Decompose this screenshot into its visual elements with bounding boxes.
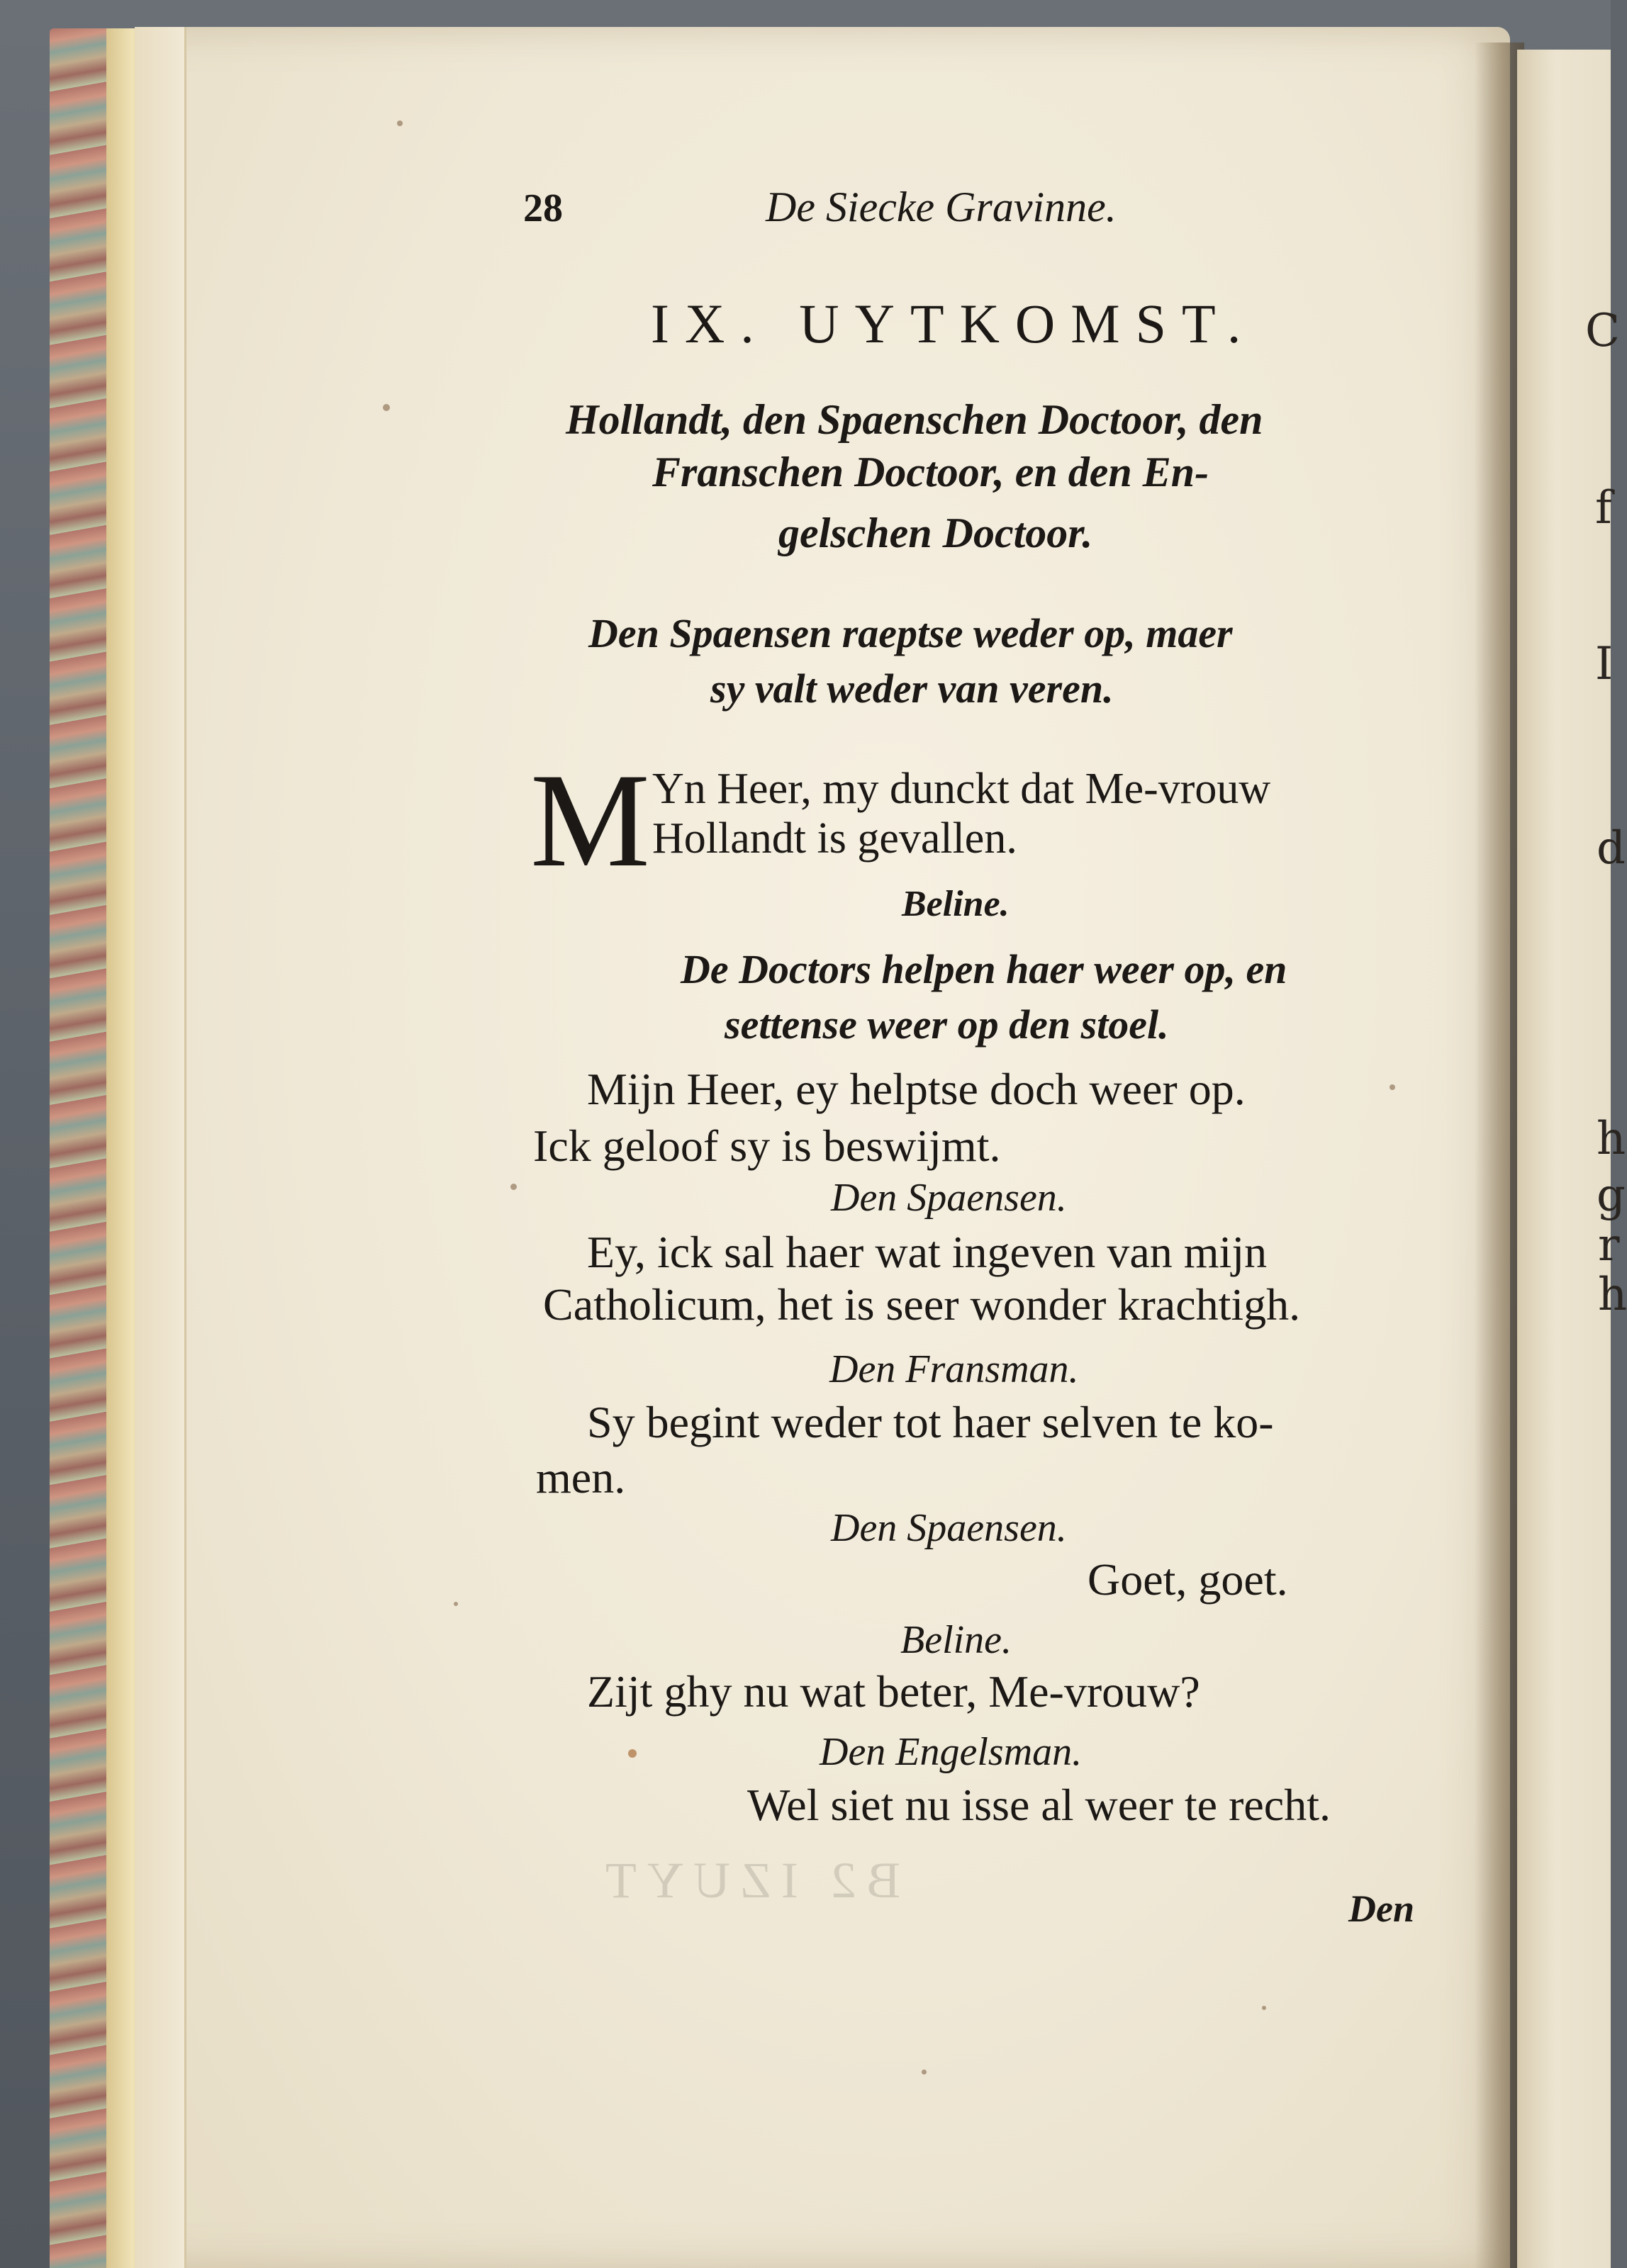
speaker-name: Den Spaensen. <box>831 1176 1067 1220</box>
dialogue-line: Catholicum, het is seer wonder krachtigh. <box>543 1279 1301 1330</box>
cast-line: Franschen Doctoor, en den En- <box>652 449 1209 495</box>
facing-page-glyph: d <box>1597 822 1626 875</box>
drop-cap: M <box>530 746 650 895</box>
dialogue-line: Zijt ghy nu wat beter, Me-vrouw? <box>587 1666 1200 1717</box>
dialogue-line: Ick geloof sy is beswijmt. <box>533 1121 1001 1171</box>
cast-line: gelschen Doctoor. <box>778 510 1093 556</box>
stage-direction: settense weer op den stoel. <box>725 1001 1169 1048</box>
facing-page-glyph: I <box>1595 638 1614 690</box>
dialogue-line: Mijn Heer, ey helptse doch weer op. <box>587 1064 1246 1114</box>
dialogue-line: Hollandt is gevallen. <box>652 814 1017 863</box>
page-number: 28 <box>523 186 563 230</box>
dialogue-line: Ey, ick sal haer wat ingeven van mijn <box>587 1227 1268 1277</box>
stage-direction: sy valt weder van veren. <box>710 666 1114 712</box>
show-through-text: B2 IZUYT <box>596 1852 900 1909</box>
facing-page-glyph: h <box>1598 1269 1627 1321</box>
speaker-name: Den Engelsman. <box>820 1730 1083 1774</box>
dialogue-line: Wel siet nu isse al weer te recht. <box>747 1780 1331 1830</box>
dialogue-line: Goet, goet. <box>1088 1554 1288 1605</box>
speaker-name: Den Spaensen. <box>831 1506 1067 1550</box>
facing-page-glyph: r <box>1598 1219 1620 1271</box>
facing-page-glyph: C <box>1585 305 1620 357</box>
catchword: Den <box>1348 1887 1414 1930</box>
stage-direction: De Doctors helpen haer weer op, en <box>681 946 1287 992</box>
dialogue-line: Sy begint weder tot haer selven te ko- <box>587 1397 1274 1447</box>
dialogue-line: men. <box>536 1452 626 1503</box>
cast-line: Hollandt, den Spaenschen Doctoor, den <box>566 396 1263 443</box>
facing-page-glyph: g <box>1597 1169 1626 1222</box>
speaker-name: Beline. <box>900 1618 1012 1662</box>
facing-page-glyph: f <box>1595 482 1612 534</box>
dialogue-line: Yn Heer, my dunckt dat Me-vrouw <box>652 765 1271 813</box>
running-head: De Siecke Gravinne. <box>766 184 1117 230</box>
speaker-name: Den Fransman. <box>829 1347 1079 1391</box>
facing-page-glyph: h <box>1597 1113 1626 1165</box>
stage-direction: Den Spaensen raeptse weder op, maer <box>588 610 1233 656</box>
scene-title: IX. UYTKOMST. <box>651 293 1257 354</box>
speaker-name: Beline. <box>902 884 1010 924</box>
